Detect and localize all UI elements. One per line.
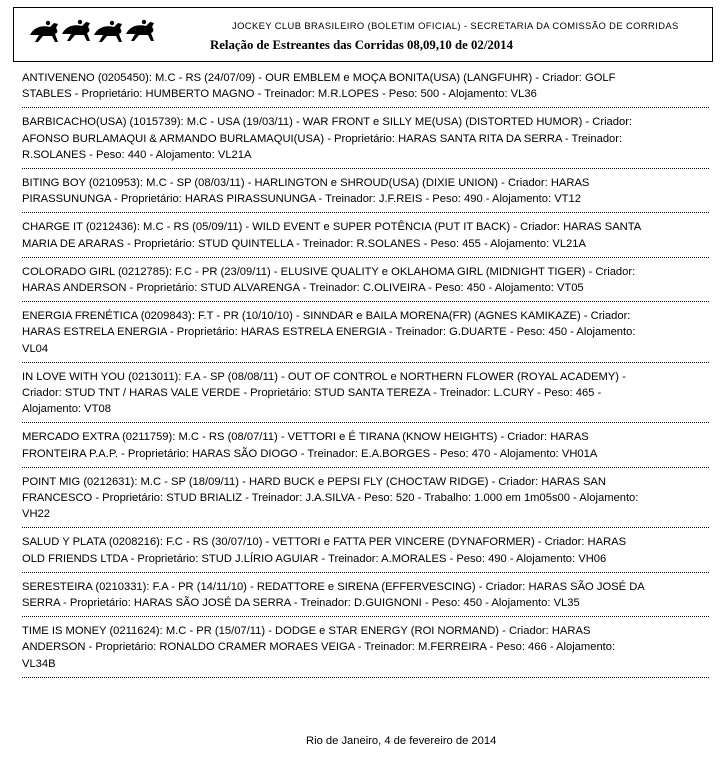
list-item: BARBICACHO(USA) (1015739): M.C - USA (19/03/11) - WAR FRONT e SILLY ME(USA) (DISTORTED HUMOR) - Criador: AFONSO BURLAMAQUI & ARMANDO BURLAMAQUI(USA) - Proprietário: HARAS SANTA RITA DA SERRA - Treinador: R.SOLANES - Peso: 440 - Alojamento: VL21A [22,116,633,161]
list-item: SERESTEIRA (0210331): F.A - PR (14/11/10) - REDATTORE e SIRENA (EFFERVESCING) - Criador: HARAS SÃO JOSÉ DA SERRA - Proprietário: HARAS SÃO JOSÉ DA SERRA - Treinador: D.GUIGNONI - Peso: 450 - Alojamento: VL35 [22,580,645,610]
dotted-divider [22,616,709,617]
dotted-divider [22,301,709,302]
list-item: SALUD Y PLATA (0208216): F.C - RS (30/07/10) - VETTORI e FATTA PER VINCERE (DYNAFORMER) - Criador: HARAS OLD FRIENDS LTDA - Proprietário: STUD J.LÍRIO AGUIAR - Treinador: A.MORALES - Peso: 490 - Alojamento: VH06 [22,536,627,565]
dotted-divider [22,168,709,169]
dotted-divider [22,467,709,468]
header-box [13,7,713,62]
list-item: ANTIVENENO (0205450): M.C - RS (24/07/09) - OUR EMBLEM e MOÇA BONITA(USA) (LANGFUHR) - Criador: GOLF STABLES - Proprietário: HUMBERTO MAGNO - Treinador: M.R.LOPES - Peso: 500 - Alojamento: VL36 [22,72,616,101]
horse-racing-logo-icon [28,15,163,45]
list-item: MERCADO EXTRA (0211759): M.C - RS (08/07/11) - VETTORI e É TIRANA (KNOW HEIGHTS) - Criador: HARAS FRONTEIRA P.A.P. - Proprietário: HARAS SÃO DIOGO - Treinador: E.A.BORGES - Peso: 470 - Alojamento: VH01A [22,431,598,460]
footer-date: Rio de Janeiro, 4 de fevereiro de 2014 [306,735,497,747]
dotted-divider [22,212,709,213]
list-item: COLORADO GIRL (0212785): F.C - PR (23/09/11) - ELUSIVE QUALITY e OKLAHOMA GIRL (MIDNIGHT TIGER) - Criador: HARAS ANDERSON - Proprietário: STUD ALVARENGA - Treinador: C.OLIVEIRA - Peso: 450 - Alojamento: VT05 [22,265,636,295]
dotted-divider [22,527,709,528]
entries-list [22,70,712,684]
dotted-divider [22,677,709,678]
list-item: TIME IS MONEY (0211624): M.C - PR (15/07/11) - DODGE e STAR ENERGY (ROI NORMAND) - Criador: HARAS ANDERSON - Proprietário: RONALDO CRAMER MORAES VEIGA - Treinador: M.FERREIRA - Peso: 466 - Alojamento: VL34B [22,625,616,670]
dotted-divider [22,572,709,573]
list-item: POINT MIG (0212631): M.C - SP (18/09/11) - HARD BUCK e PEPSI FLY (CHOCTAW RIDGE) - Criador: HARAS SAN FRANCESCO - Proprietário: STUD BRIALIZ - Treinador: J.A.SILVA - Peso: 520 - Trabalho: 1.000 em 1m05s00 - Alojamento: VH22 [22,475,639,521]
page-subtitle: Relação de Estreantes das Corridas 08,09,10 de 02/2014 [210,38,513,52]
dotted-divider [22,422,709,423]
list-item: ENERGIA FRENÉTICA (0209843): F.T - PR (10/10/10) - SINNDAR e BAILA MORENA(FR) (AGNES KAMIKAZE) - Criador: HARAS ESTRELA ENERGIA - Proprietário: HARAS ESTRELA ENERGIA - Treinador: G.DUARTE - Peso: 450 - Alojamento: VL04 [22,310,636,355]
list-item: IN LOVE WITH YOU (0213011): F.A - SP (08/08/11) - OUT OF CONTROL e NORTHERN FLOWER (ROYAL ACADEMY) - Criador: STUD TNT / HARAS VALE VERDE - Proprietário: STUD SANTA TEREZA - Treinador: L.CURY - Peso: 465 - Alojamento: VT08 [22,370,626,416]
dotted-divider [22,257,709,258]
dotted-divider [22,107,709,108]
list-item: BITING BOY (0210953): M.C - SP (08/03/11) - HARLINGTON e SHROUD(USA) (DIXIE UNION) - Criador: HARAS PIRASSUNUNGA - Proprietário: HARAS PIRASSUNUNGA - Treinador: J.F.REIS - Peso: 490 - Alojamento: VT12 [22,177,590,206]
dotted-divider [22,362,709,363]
list-item: CHARGE IT (0212436): M.C - RS (05/09/11) - WILD EVENT e SUPER POTÊNCIA (PUT IT BACK) - Criador: HARAS SANTA MARIA DE ARARAS - Proprietário: STUD QUINTELLA - Treinador: R.SOLANES - Peso: 455 - Alojamento: VL21A [22,221,641,250]
org-title: JOCKEY CLUB BRASILEIRO (BOLETIM OFICIAL) - SECRETARIA DA COMISSÃO DE CORRIDAS [232,20,679,31]
